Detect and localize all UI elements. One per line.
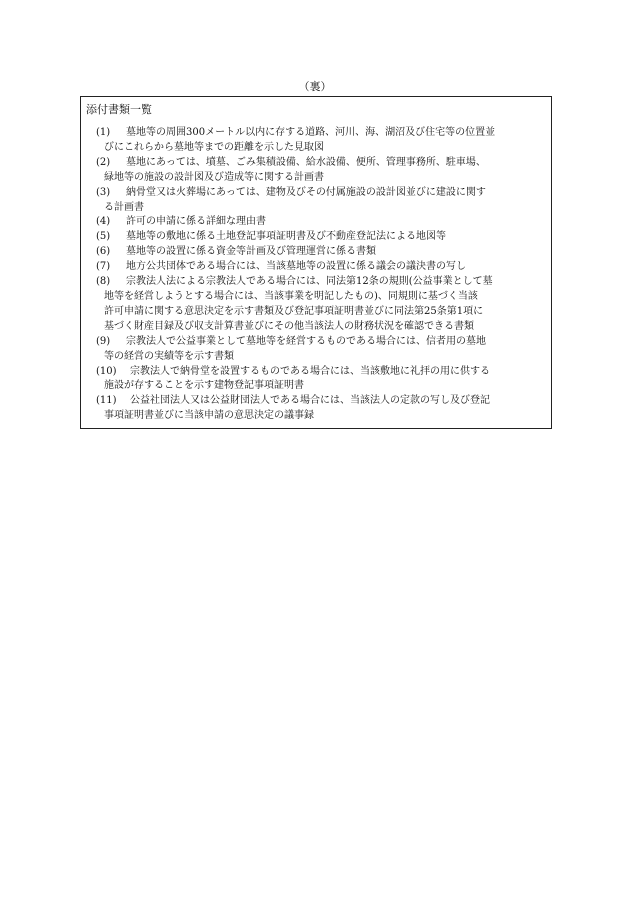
attachment-item [96, 394, 548, 424]
attachment-item-line: 許可申請に関する意思決定を示す書類及び登記事項証明書並びに同法第25条第1項に [104, 305, 484, 317]
attachment-item [96, 186, 548, 216]
attachment-item [96, 365, 548, 395]
attachment-item-number: (7) [96, 261, 111, 273]
attachment-item-line: 墓地にあっては、墳墓、ごみ集積設備、給水設備、便所、管理事務所、駐車場、 [126, 156, 486, 168]
attachment-item [96, 230, 548, 245]
attachment-item-text [104, 186, 548, 216]
attachment-item-line: 緑地等の施設の設計図及び造成等に関する計画書 [104, 171, 324, 183]
attachment-item-line: 公益社団法人又は公益財団法人である場合には、当該法人の定款の写し及び登記 [130, 395, 490, 407]
attachment-item [96, 245, 548, 260]
attachment-item-line: 基づく財産目録及び収支計算書並びにその他当該法人の財務状況を確認できる書類 [104, 320, 474, 332]
attachment-item-text [126, 260, 548, 275]
attachment-item-number: (9) [96, 335, 111, 347]
attachment-item-line: びにこれらから墓地等までの距離を示した見取図 [104, 141, 324, 153]
attachment-item-number: (1) [96, 127, 111, 138]
attachment-item-line: 墓地等の敷地に係る土地登記事項証明書及び不動産登記法による地図等 [126, 231, 446, 243]
attachment-item-line: る計画書 [104, 201, 144, 213]
page-side-label: （裏） [298, 80, 332, 93]
attachment-item-text [104, 275, 548, 335]
attachment-item-number: (3) [96, 186, 111, 198]
attachment-item-number: (8) [96, 276, 111, 288]
attachments-list [96, 126, 548, 424]
attachment-item-text [126, 215, 548, 230]
attachment-item-number: (2) [96, 156, 111, 168]
attachment-item-line: 許可の申請に係る詳細な理由書 [126, 216, 266, 228]
attachment-item-number: (10) [96, 365, 117, 377]
attachment-item [96, 275, 548, 335]
attachment-item [96, 156, 548, 186]
attachment-item-number: (4) [96, 216, 111, 228]
attachment-item-line: 宗教法人法による宗教法人である場合には、同法第12条の規則(公益事業として墓 [126, 276, 493, 288]
attachment-item-line: 地等を経営しようとする場合には、当該事業を明記したもの)、同規則に基づく当該 [104, 290, 478, 302]
attachment-item-text [104, 126, 548, 156]
attachment-item-text [126, 245, 548, 260]
attachment-item-text [104, 335, 548, 365]
attachment-item [96, 126, 548, 156]
attachments-box [80, 96, 552, 429]
attachment-item-line: 納骨堂又は火葬場にあっては、建物及びその付属施設の設計図並びに建設に関す [126, 186, 486, 198]
attachment-item-line: 等の経営の実績等を示す書類 [104, 350, 234, 362]
attachment-item [96, 215, 548, 230]
attachment-item-number: (6) [96, 246, 111, 258]
attachment-item-number: (11) [96, 395, 117, 407]
attachment-item-line: 事項証明書並びに当該申請の意思決定の議事録 [104, 410, 314, 422]
attachment-item-line: 宗教法人で納骨堂を設置するものである場合には、当該敷地に礼拝の用に供する [130, 365, 490, 377]
attachment-item-line: 宗教法人で公益事業として墓地等を経営するものである場合には、信者用の墓地 [126, 335, 486, 347]
attachment-item-number: (5) [96, 231, 111, 243]
attachment-item-line: 施設が存することを示す建物登記事項証明書 [104, 380, 304, 392]
attachments-title: 添付書類一覧 [86, 103, 152, 116]
attachment-item-line: 墓地等の周囲300メートル以内に存する道路、河川、海、湖沼及び住宅等の位置並 [126, 127, 496, 138]
attachment-item-line: 地方公共団体である場合には、当該墓地等の設置に係る議会の議決書の写し [126, 261, 466, 273]
attachment-item-text [104, 156, 548, 186]
attachment-item [96, 260, 548, 275]
attachment-item [96, 335, 548, 365]
attachment-item-text [126, 230, 548, 245]
attachment-item-line: 墓地等の設置に係る資金等計画及び管理運営に係る書類 [126, 246, 376, 258]
